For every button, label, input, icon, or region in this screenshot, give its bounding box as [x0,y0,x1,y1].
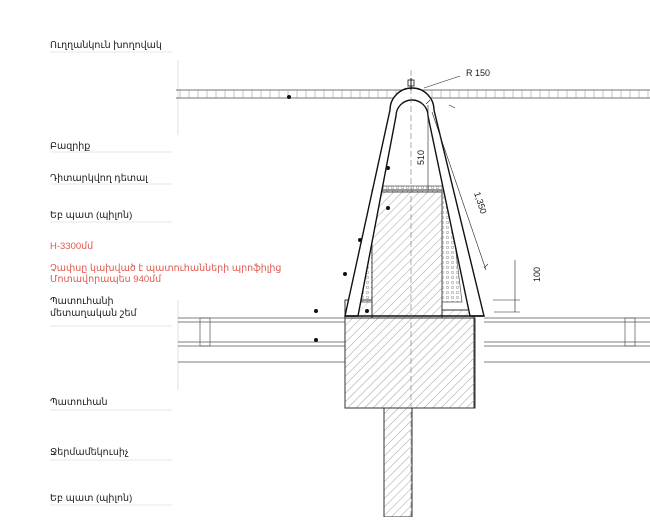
pylon-core [372,192,442,318]
label-approx-note: Մոտավորապես 940մմ [50,274,162,285]
pylon-cap [345,318,475,408]
label-window: Պատուհան [50,397,108,408]
radius-dimension: R 150 [466,68,491,78]
label-handrail: Բազրիք [50,141,91,152]
label-insulation: Ջերմամեկուսիչ [50,447,129,458]
label-detail: Դիտարկվող դետալ [50,173,148,184]
label-window-sill-1: Պատուհանի [50,296,114,307]
label-pylon-wall-bottom: Եբ պատ (պիլոն) [50,493,133,504]
height-dimension: 510 [416,149,426,165]
pylon-stem [384,408,412,517]
label-profile-note: Չափսը կախված է պատուհանների պրոֆիլից [50,263,282,274]
label-height-note: H-3300մմ [50,241,94,252]
offset-dimension: 100 [532,266,542,282]
label-window-sill-2: մետաղական շեմ [50,308,137,319]
label-pylon-wall-top: Եբ պատ (պիլոն) [50,210,133,221]
slant-dimension: 1,350 [472,190,489,216]
label-rectangular-tube: Ուղղանկուն խողովակ [50,40,162,51]
